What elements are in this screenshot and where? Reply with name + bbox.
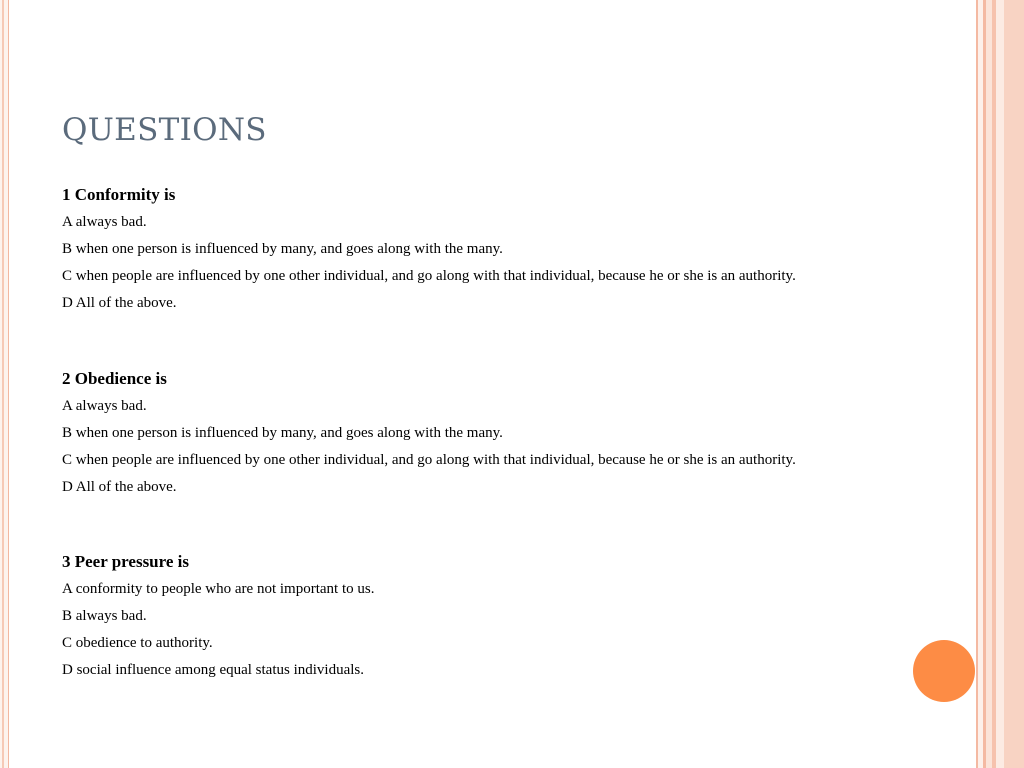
answer-option: D All of the above. xyxy=(62,479,177,495)
answer-option: A conformity to people who are not important to us. xyxy=(62,581,375,597)
answer-option: D social influence among equal status individuals. xyxy=(62,662,365,678)
question-heading: 3 Peer pressure is xyxy=(62,552,190,571)
answer-option: B always bad. xyxy=(62,608,147,624)
answer-option: C obedience to authority. xyxy=(62,635,213,651)
answer-option: C when people are influenced by one other individual, and go along with that individual, because he or she is an authority. xyxy=(62,268,796,284)
question-block-2 xyxy=(62,369,892,505)
question-block-1 xyxy=(62,185,892,321)
right-decorative-stripes xyxy=(976,0,1024,768)
orange-circle-decoration xyxy=(913,640,975,702)
question-heading: 1 Conformity is xyxy=(62,185,176,204)
slide-title: QUESTIONS xyxy=(62,112,267,148)
answer-option: A always bad. xyxy=(62,398,147,414)
answer-option: B when one person is influenced by many, and goes along with the many. xyxy=(62,241,503,257)
left-decorative-border xyxy=(0,0,9,768)
answer-option: A always bad. xyxy=(62,214,147,230)
answer-option: D All of the above. xyxy=(62,295,177,311)
answer-option: B when one person is influenced by many, and goes along with the many. xyxy=(62,425,503,441)
question-block-3 xyxy=(62,552,892,688)
question-heading: 2 Obedience is xyxy=(62,369,167,388)
answer-option: C when people are influenced by one other individual, and go along with that individual, because he or she is an authority. xyxy=(62,452,796,468)
